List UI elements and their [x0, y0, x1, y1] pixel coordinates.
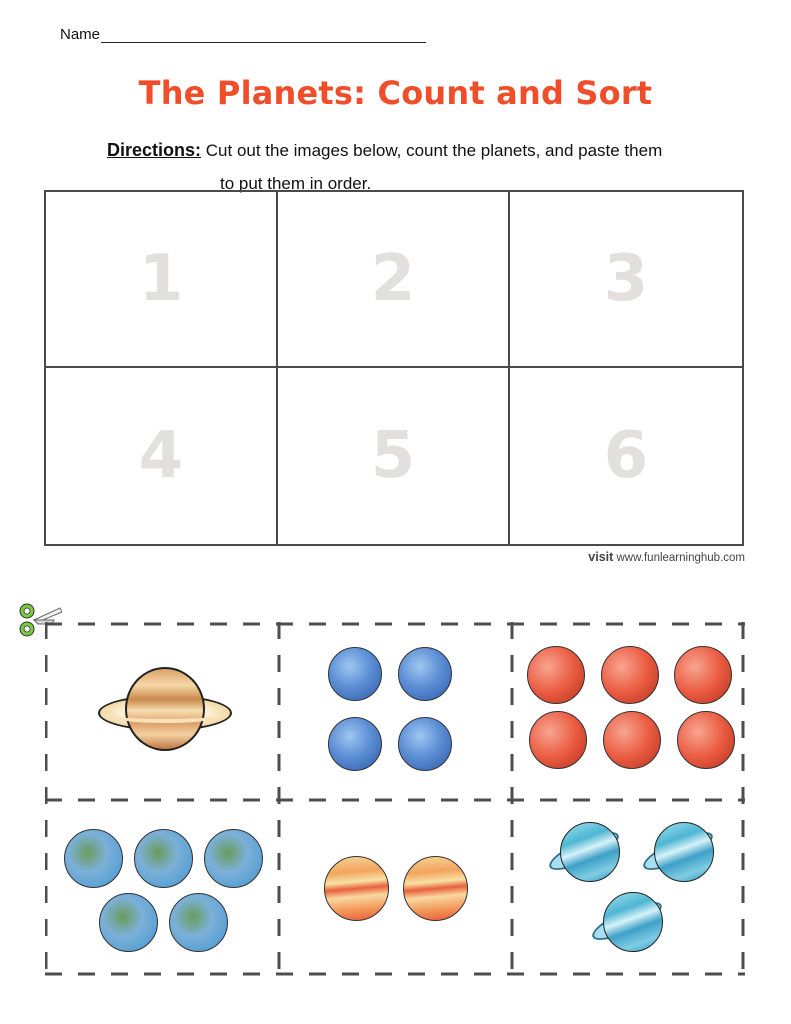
credit-url[interactable]: www.funlearninghub.com — [616, 552, 745, 564]
cell-number: 2 — [370, 242, 416, 316]
cut-out-area — [45, 622, 745, 976]
directions-label: Directions: — [107, 140, 202, 160]
cell-number: 1 — [138, 242, 184, 316]
paste-cell-2[interactable] — [278, 192, 510, 368]
earth-icon — [99, 893, 158, 952]
paste-cell-5[interactable] — [278, 368, 510, 544]
cell-number: 4 — [138, 419, 184, 493]
ringed-blue-planet-icon — [546, 822, 622, 882]
earth-icon — [64, 829, 123, 888]
website-credit — [588, 550, 745, 564]
cut-piece-earths[interactable] — [45, 800, 279, 976]
cut-piece-blue-planets[interactable] — [279, 622, 512, 800]
credit-prefix: visit — [588, 550, 614, 564]
blue-planet-icon — [398, 647, 452, 701]
cell-number: 3 — [603, 242, 649, 316]
name-line[interactable] — [101, 26, 426, 43]
directions-text-line2: to put them in order. — [220, 174, 372, 193]
paste-grid — [44, 190, 744, 546]
cell-number: 6 — [603, 419, 649, 493]
page-title: The Planets: Count and Sort — [138, 74, 653, 112]
cut-piece-saturn[interactable] — [45, 622, 279, 800]
blue-planet-icon — [328, 647, 382, 701]
red-planet-icon — [601, 646, 659, 704]
earth-icon — [169, 893, 228, 952]
cut-piece-orange-planets[interactable] — [279, 800, 512, 976]
red-planet-icon — [529, 711, 587, 769]
saturn-icon — [98, 667, 232, 753]
ringed-blue-planet-icon — [589, 892, 665, 952]
name-field[interactable] — [60, 26, 426, 43]
cut-piece-ringed-blue-planets[interactable] — [512, 800, 745, 976]
red-planet-icon — [674, 646, 732, 704]
ringed-blue-planet-icon — [640, 822, 716, 882]
red-planet-icon — [677, 711, 735, 769]
earth-icon — [134, 829, 193, 888]
red-planet-icon — [527, 646, 585, 704]
paste-cell-6[interactable] — [510, 368, 742, 544]
orange-planet-icon — [324, 856, 389, 921]
paste-cell-4[interactable] — [46, 368, 278, 544]
name-label: Name — [60, 26, 101, 43]
cut-piece-red-planets[interactable] — [512, 622, 745, 800]
blue-planet-icon — [328, 717, 382, 771]
paste-cell-3[interactable] — [510, 192, 742, 368]
orange-planet-icon — [403, 856, 468, 921]
paste-cell-1[interactable] — [46, 192, 278, 368]
blue-planet-icon — [398, 717, 452, 771]
directions-text-line1: Cut out the images below, count the planets, and paste them — [205, 141, 663, 160]
earth-icon — [204, 829, 263, 888]
red-planet-icon — [603, 711, 661, 769]
cell-number: 5 — [370, 419, 416, 493]
